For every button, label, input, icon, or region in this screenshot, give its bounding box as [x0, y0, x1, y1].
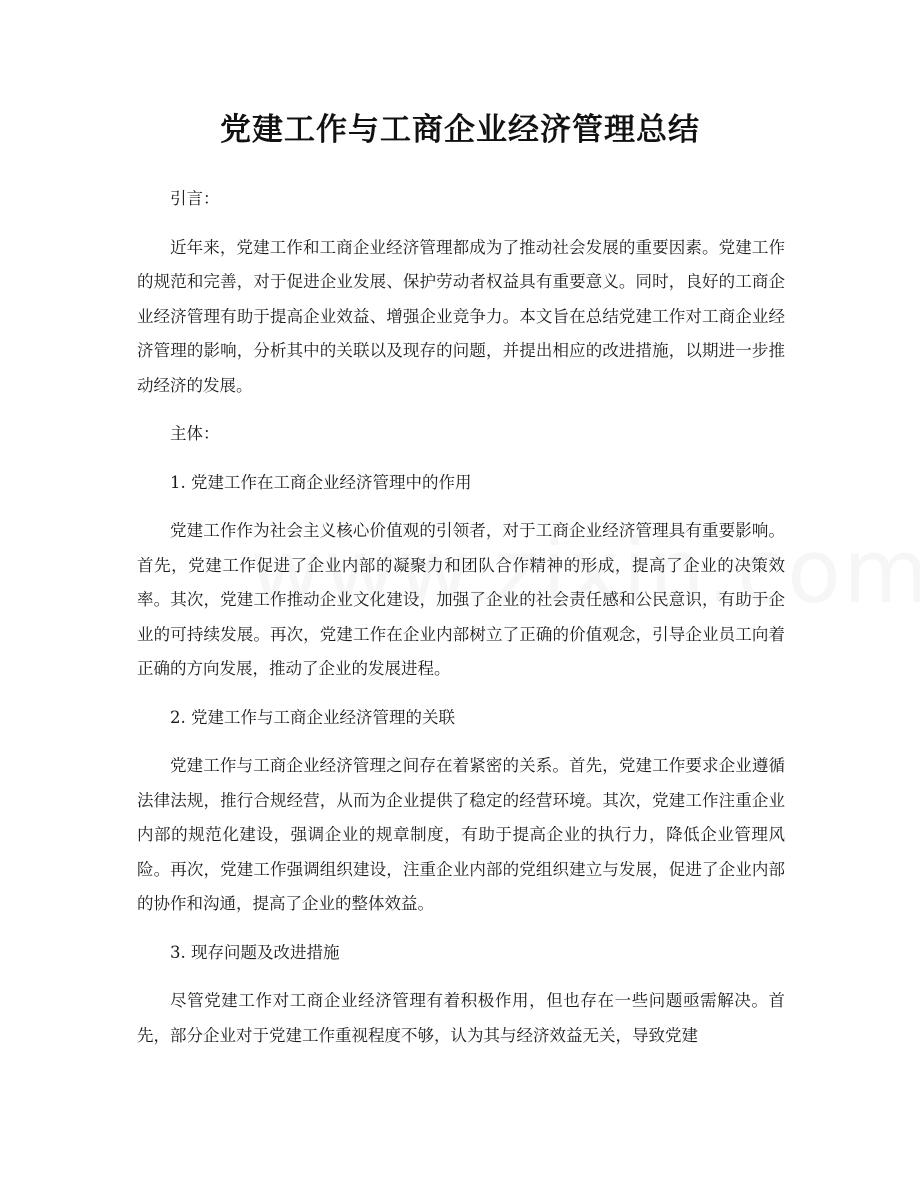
paragraph-section-3: 尽管党建工作对工商企业经济管理有着积极作用，但也存在一些问题亟需解决。首先，部分企业对于党建工作重视程度不够，认为其与经济效益无关，导致党建	[137, 991, 785, 1045]
document-body	[137, 182, 785, 1067]
paragraph-intro: 近年来，党建工作和工商企业经济管理都成为了推动社会发展的重要因素。党建工作的规范和完善，对于促进企业发展、保护劳动者权益具有重要意义。同时，良好的工商企业经济管理有助于提高企业效益、增强企业竞争力。本文旨在总结党建工作对工商企业经济管理的影响，分析其中的关联以及现存的问题，并提出相应的改进措施，以期进一步推动经济的发展。	[137, 237, 785, 395]
heading-section-1: 1. 党建工作在工商企业经济管理中的作用	[170, 472, 472, 492]
section-label-intro: 引言：	[170, 189, 220, 208]
document-title: 党建工作与工商企业经济管理总结	[220, 112, 700, 148]
heading-section-3: 3. 现存问题及改进措施	[170, 942, 340, 962]
heading-section-2: 2. 党建工作与工商企业经济管理的关联	[170, 707, 455, 727]
section-label-main: 主体：	[170, 424, 220, 443]
paragraph-section-1: 党建工作作为社会主义核心价值观的引领者，对于工商企业经济管理具有重要影响。首先，党建工作促进了企业内部的凝聚力和团队合作精神的形成，提高了企业的决策效率。其次，党建工作推动企业文化建设，加强了企业的社会责任感和公民意识，有助于企业的可持续发展。再次，党建工作在企业内部树立了正确的价值观念，引导企业员工向着正确的方向发展，推动了企业的发展进程。	[137, 521, 785, 678]
paragraph-section-2: 党建工作与工商企业经济管理之间存在着紧密的关系。首先，党建工作要求企业遵循法律法规，推行合规经营，从而为企业提供了稳定的经营环境。其次，党建工作注重企业内部的规范化建设，强调企业的规章制度，有助于提高企业的执行力，降低企业管理风险。再次，党建工作强调组织建设，注重企业内部的党组织建立与发展，促进了企业内部的协作和沟通，提高了企业的整体效益。	[137, 756, 785, 913]
